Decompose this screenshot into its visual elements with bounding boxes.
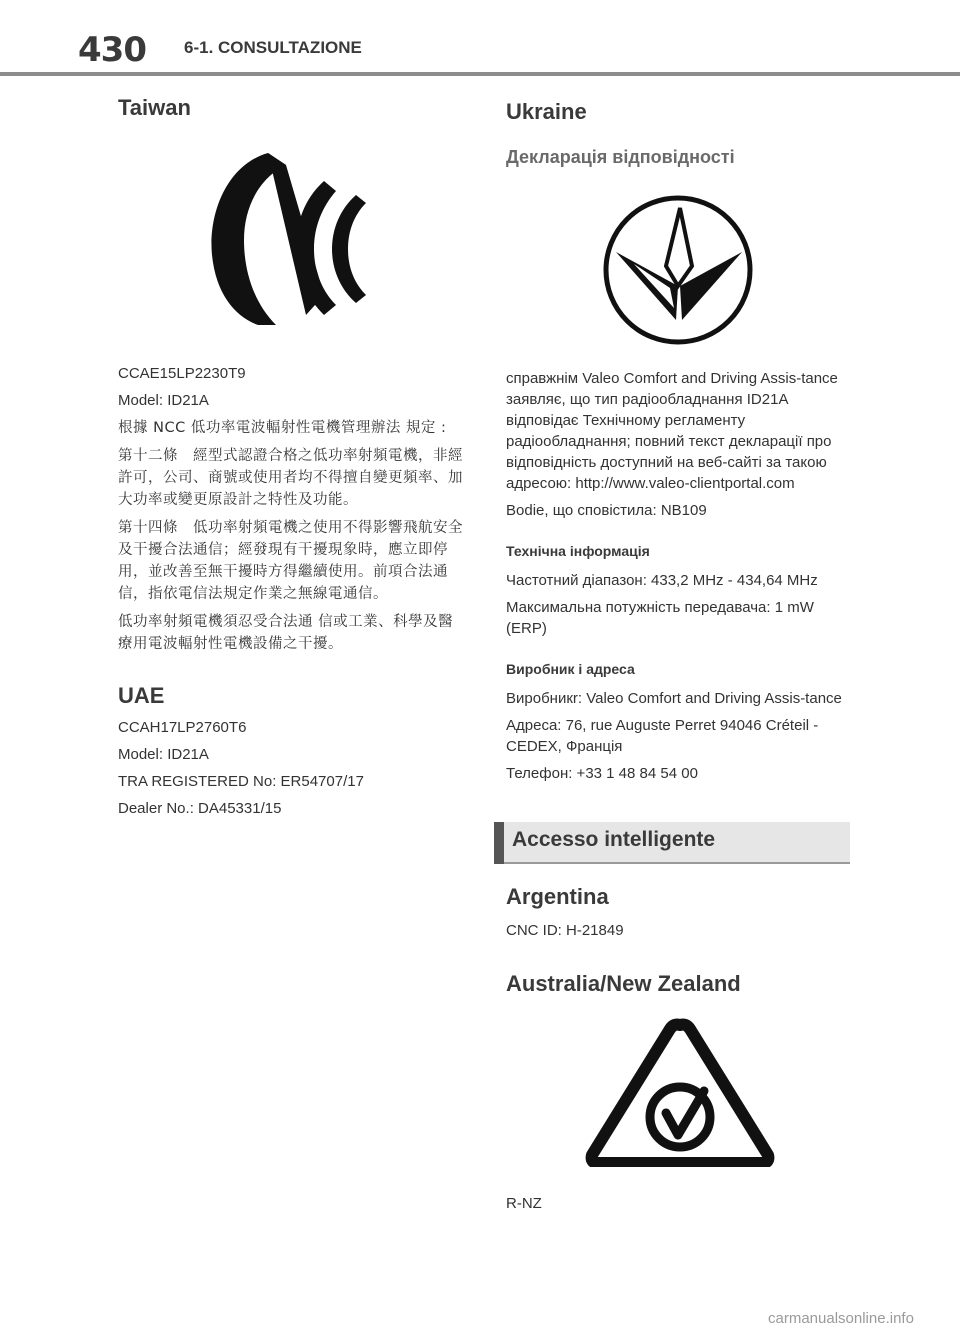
ukraine-manufacturer-title: Виробник і адреса — [506, 661, 635, 677]
ukraine-notified-body: Bodie, що сповістила: NB109 — [506, 502, 707, 519]
taiwan-para-4: 低功率射頻電機須忍受合法通 信或工業、科學及醫療用電波輻射性電機設備之干擾。 — [118, 614, 454, 652]
lower-right-column — [506, 884, 851, 1214]
taiwan-para-1: 根據 NCC 低功率電波輻射性電機管理辦法 規定 : — [118, 420, 447, 436]
uae-tra: TRA REGISTERED No: ER54707/17 — [118, 773, 364, 790]
banner-accent-bar — [494, 822, 504, 864]
ukraine-tech-title: Технічна інформація — [506, 543, 650, 559]
ukraine-subtitle: Декларація відповідності — [506, 147, 735, 167]
uae-code: CCAH17LP2760T6 — [118, 719, 247, 736]
australia-title: Australia/New Zealand — [506, 971, 741, 996]
page-header — [0, 0, 960, 78]
uae-dealer: Dealer No.: DA45331/15 — [118, 800, 282, 817]
banner-title: Accesso intelligente — [512, 828, 716, 851]
page-number: 430 — [78, 30, 146, 70]
rcm-mark-icon — [506, 1017, 851, 1167]
taiwan-code: CCAE15LP2230T9 — [118, 365, 246, 382]
taiwan-para-2: 第十二條 經型式認證合格之低功率射頻電機，非經許可，公司、商號或使用者均不得擅自變更頻率、加大功率或變更原設計之特性及功能。 — [118, 448, 463, 508]
uae-title: UAE — [118, 683, 165, 708]
australia-code: R-NZ — [506, 1195, 542, 1212]
left-column — [118, 95, 468, 819]
chapter-title: 6-1. CONSULTAZIONE — [184, 38, 362, 57]
uae-model: Model: ID21A — [118, 746, 209, 763]
ukraine-frequency: Частотний діапазон: 433,2 MHz - 434,64 MHz — [506, 572, 818, 589]
taiwan-para-3: 第十四條 低功率射頻電機之使用不得影響飛航安全及干擾合法通信；經發現有干擾現象時，應立即停用，並改善至無干擾時方得繼續使用。前項合法通信，指依電信法規定作業之無線電通信。 — [118, 520, 463, 602]
ukraine-phone: Телефон: +33 1 48 84 54 00 — [506, 765, 698, 782]
taiwan-model: Model: ID21A — [118, 392, 209, 409]
ukraine-manufacturer: Виробникr: Valeo Comfort and Driving Assis-tance — [506, 690, 842, 707]
argentina-title: Argentina — [506, 884, 609, 909]
section-banner — [494, 822, 850, 864]
ukraine-address: Адреса: 76, rue Auguste Perret 94046 Créteil - CEDEX, Франція — [506, 717, 819, 755]
ukraine-title: Ukraine — [506, 99, 587, 124]
right-column — [506, 95, 851, 784]
ukraine-conformity-mark-icon — [506, 190, 851, 350]
ukraine-power: Максимальна потужність передавача: 1 mW (ERP) — [506, 599, 814, 637]
ncc-logo-icon — [118, 145, 468, 325]
ukraine-declaration: справжнім Valeo Comfort and Driving Assis-tance заявляє, що тип радіообладнання ID21A відповідає Технічному регламенту радіообладнання; повний текст декларації про відповідність доступний на веб-сайті за такою адресою: http://www.valeo-clientportal.com — [506, 370, 838, 492]
header-divider — [0, 72, 960, 76]
argentina-cnc: CNC ID: H-21849 — [506, 922, 624, 939]
taiwan-title: Taiwan — [118, 95, 191, 120]
watermark: carmanualsonline.info — [768, 1310, 914, 1327]
